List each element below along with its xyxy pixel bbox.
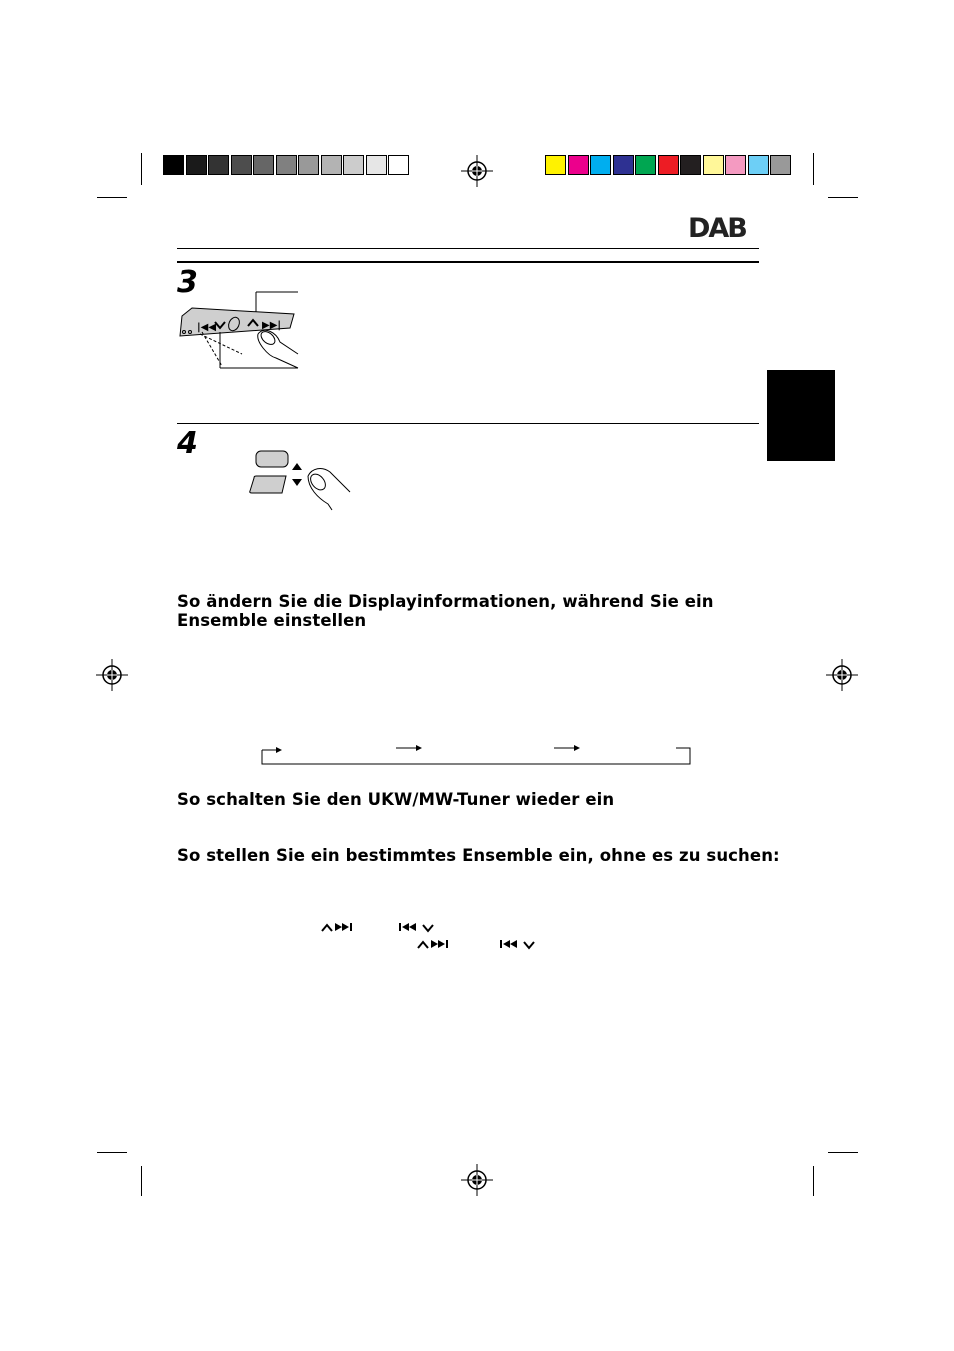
color-swatch — [748, 155, 769, 175]
control-panel-icon — [172, 286, 302, 378]
skip-back-down-icon — [397, 920, 441, 934]
color-swatch — [703, 155, 724, 175]
color-swatch — [298, 155, 319, 175]
color-swatch — [321, 155, 342, 175]
crop-mark — [813, 153, 814, 185]
crop-mark — [828, 1152, 858, 1153]
section-divider — [177, 423, 759, 424]
skip-forward-up-icon — [320, 920, 362, 934]
registration-mark-icon — [461, 1164, 493, 1196]
crop-mark — [141, 153, 142, 185]
dab-logo: DAB — [688, 213, 746, 244]
header-rule-thin — [177, 248, 759, 249]
crop-mark — [813, 1166, 814, 1196]
display-cycle-diagram — [258, 742, 696, 768]
color-swatch — [186, 155, 207, 175]
color-swatch — [388, 155, 409, 175]
crop-mark — [97, 1152, 127, 1153]
color-swatch — [658, 155, 679, 175]
color-swatch — [276, 155, 297, 175]
color-swatch — [568, 155, 589, 175]
color-swatch — [343, 155, 364, 175]
skip-back-down-icon — [498, 937, 542, 951]
crop-mark — [141, 1166, 142, 1196]
up-down-buttons-icon — [246, 448, 356, 514]
color-swatch — [163, 155, 184, 175]
section-heading-tune-ensemble: So stellen Sie ein bestimmtes Ensemble ein, ohne es zu suchen: — [177, 846, 780, 865]
color-swatch — [725, 155, 746, 175]
registration-mark-icon — [96, 659, 128, 691]
color-swatch — [231, 155, 252, 175]
color-swatch — [208, 155, 229, 175]
color-swatch — [590, 155, 611, 175]
registration-mark-icon — [826, 659, 858, 691]
color-swatch — [680, 155, 701, 175]
crop-mark — [97, 197, 127, 198]
registration-mark-icon — [461, 155, 493, 187]
skip-forward-up-icon — [416, 937, 458, 951]
color-swatch — [770, 155, 791, 175]
color-swatch — [635, 155, 656, 175]
language-tab — [767, 370, 835, 461]
color-swatch — [545, 155, 566, 175]
svg-text:|◀◀: |◀◀ — [197, 322, 217, 333]
step-number: 4 — [177, 426, 198, 461]
color-swatch — [253, 155, 274, 175]
header-rule-thick — [177, 261, 759, 263]
section-heading-display-info: So ändern Sie die Displayinformationen, während Sie ein Ensemble einstellen — [177, 592, 714, 630]
color-swatch — [613, 155, 634, 175]
crop-mark — [828, 197, 858, 198]
color-swatch — [366, 155, 387, 175]
section-heading-fm-mw-tuner: So schalten Sie den UKW/MW-Tuner wieder ein — [177, 790, 615, 809]
svg-text:▶▶|: ▶▶| — [262, 320, 282, 331]
step-number: 3 — [177, 265, 198, 300]
